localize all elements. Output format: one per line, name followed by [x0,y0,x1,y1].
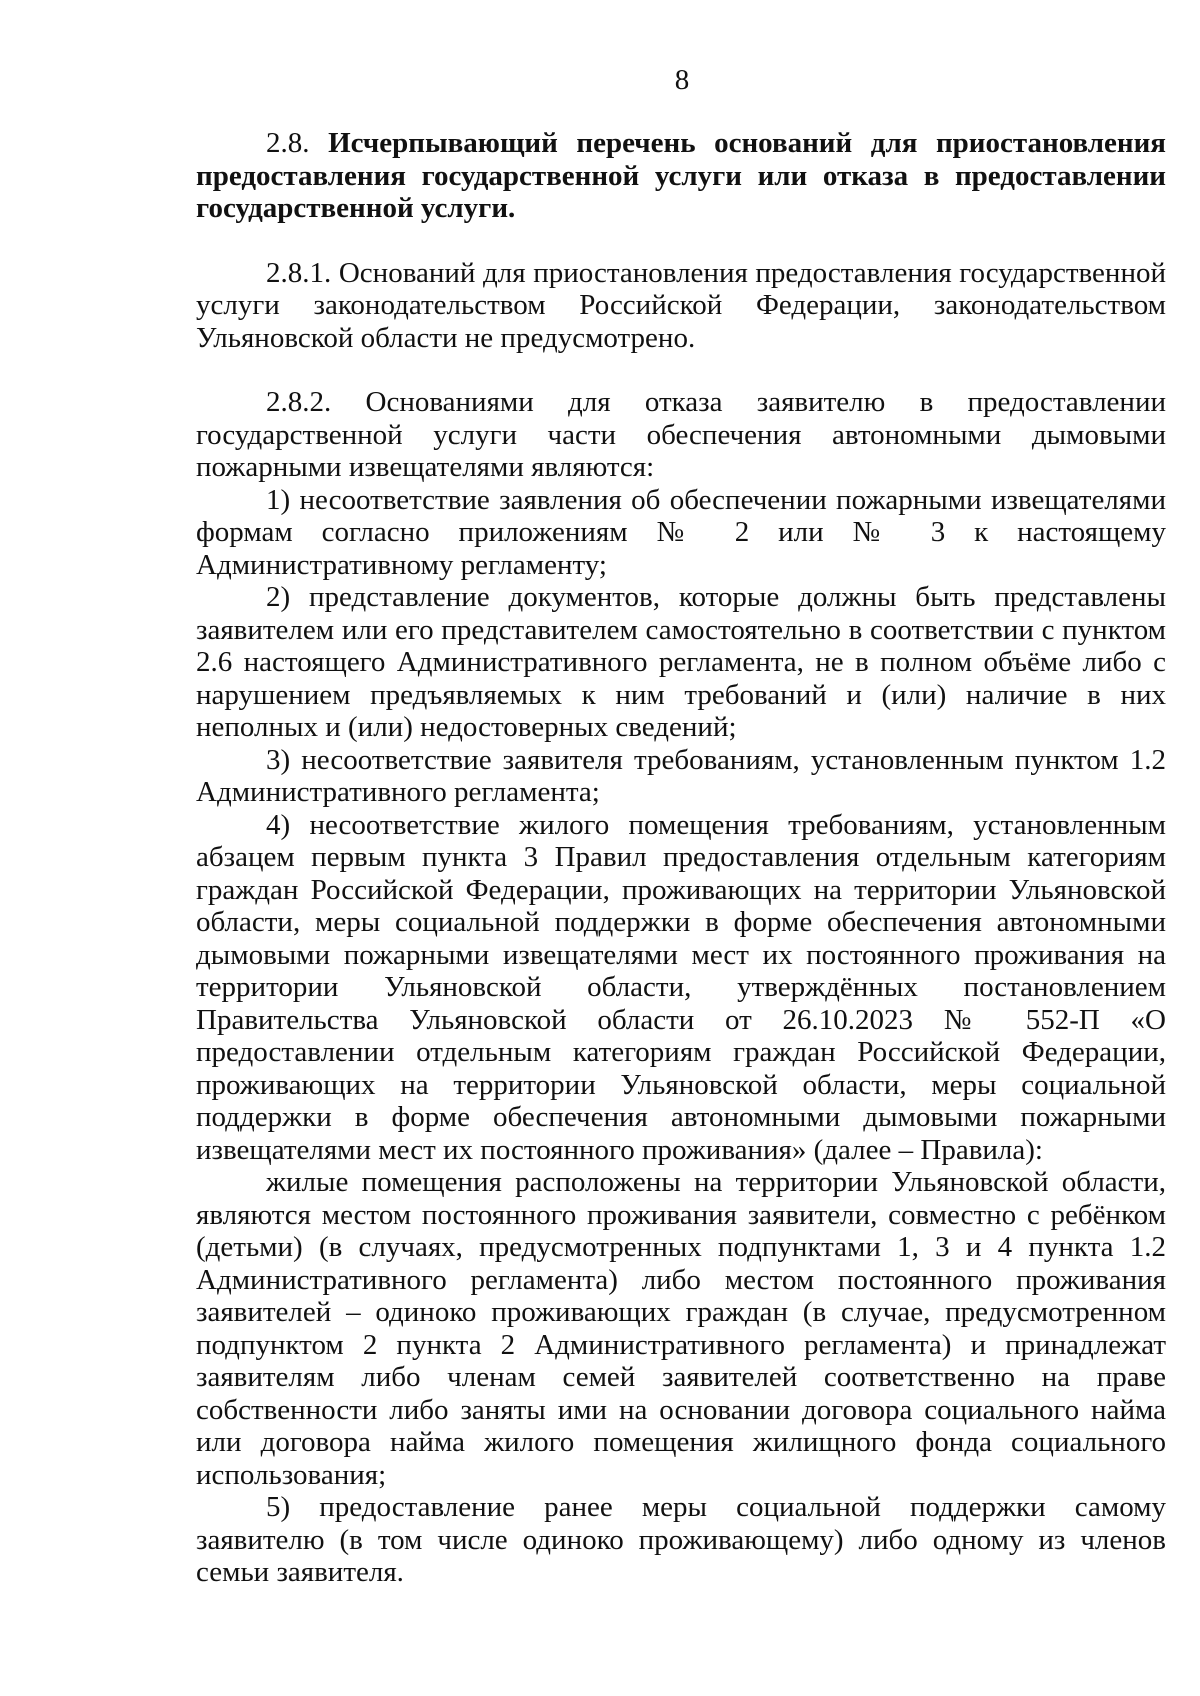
page-number: 8 [674,64,690,96]
list-item-5: 5) предоставление ранее меры социальной поддержки самому заявителю (в том числе одиноко проживающему) либо одному из членов семьи заявителя. [196,1491,1166,1588]
list-item-1: 1) несоответствие заявления об обеспечении пожарными извещателями формам согласно приложениям № 2 или № 3 к настоящему Административному регламенту; [196,483,1166,581]
document-page [196,64,1166,1589]
list-item-3: 3) несоответствие заявителя требованиям, установленным пунктом 1.2 Административного регламента; [196,743,1166,808]
list-item-4-subparagraph: жилые помещения расположены на территории Ульяновской области, являются местом постоянного проживания заявители, совместно с ребёнком (детьми) (в случаях, предусмотренных подпунктами 1, 3 и 4 пункта 1.2 Административного регламента) либо местом постоянного проживания заявителей – одиноко проживающих граждан (в случае, предусмотренном подпунктом 2 пункта 2 Административного регламента) и принадлежат заявителям либо членам семей заявителей соответственно на праве собственности либо заняты ими на основании договора социального найма или договора найма жилого помещения жилищного фонда социального использования; [196,1166,1166,1491]
list-item-2: 2) представление документов, которые должны быть представлены заявителем или его представителем самостоятельно в соответствии с пунктом 2.6 настоящего Административного регламента, не в полном объёме либо с нарушением предъявляемых к ним требований и (или) наличие в них неполных и (или) недостоверных сведений; [196,581,1166,743]
paragraph-2-8-1: 2.8.1. Оснований для приостановления предоставления государственной услуги законодательством Российской Федерации, законодательством Ульяновской области не предусмотрено. [196,256,1166,354]
list-item-4: 4) несоответствие жилого помещения требованиям, установленным абзацем первым пункта 3 Правил предоставления отдельным категориям граждан Российской Федерации, проживающих на территории Ульяновской области, меры социальной поддержки в форме обеспечения автономными дымовыми пожарными извещателями мест их постоянного проживания на территории Ульяновской области, утверждённых постановлением Правительства Ульяновской области от 26.10.2023 № 552-П «О предоставлении отдельным категориям граждан Российской Федерации, проживающих на территории Ульяновской области, меры социальной поддержки в форме обеспечения автономными дымовыми пожарными извещателями мест их постоянного проживания» (далее – Правила): [196,808,1166,1166]
section-title: Исчерпывающий перечень оснований для приостановления предоставления государственной услуги или отказа в предоставлении государственной услуги. [196,127,1167,224]
section-number: 2.8. [266,127,310,159]
section-heading [196,127,1166,225]
paragraph-2-8-2: 2.8.2. Основаниями для отказа заявителю в предоставлении государственной услуги части обеспечения автономными дымовыми пожарными извещателями являются: [196,386,1166,483]
